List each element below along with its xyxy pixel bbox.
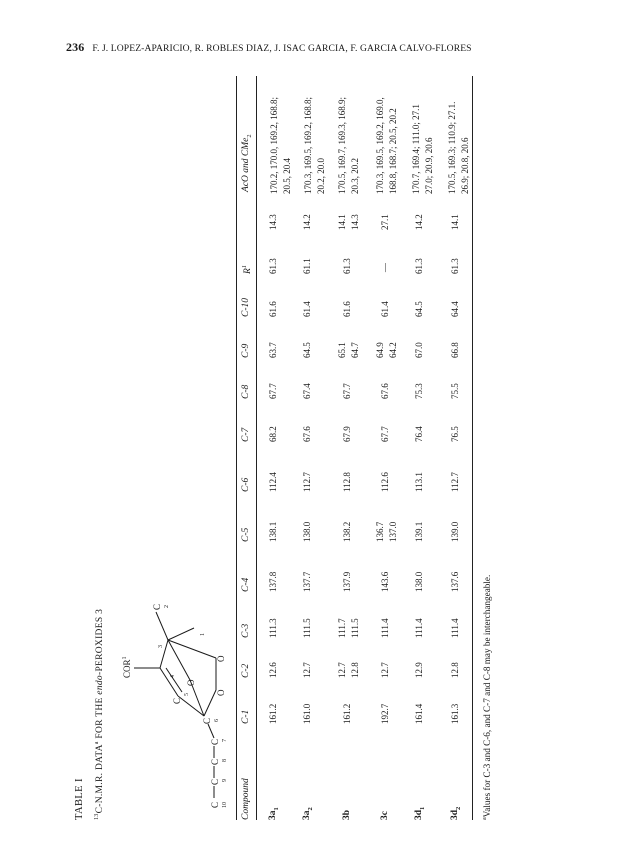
row-3a2-c1: 161.0 [302,703,312,724]
atom-c-methyl: C [152,603,162,610]
row-3c-compound: 3c [380,811,390,820]
row-3a2-c7: 67.6 [302,426,312,442]
row-3d1-r1a: 61.3 [414,258,424,274]
row-3b-c7: 67.9 [342,426,352,442]
header-c8: C-8 [241,384,251,399]
row-3d2-aco: 170.5, 169.3; 110.9; 27.1. 26.9; 20.8, 20.6 [447,101,470,194]
row-3a1-c9: 63.7 [268,342,278,358]
row-3a1-c10: 61.6 [268,301,278,317]
row-3c-c3: 111.4 [380,618,390,638]
row-3b-c3: 111.7 111.5 [337,618,360,638]
chemical-structure [104,568,226,808]
row-3b-c6: 112.8 [342,472,352,492]
row-3a1-compound: $3a_1$ [268,807,280,820]
row-3a1-c1: 161.2 [268,703,278,724]
row-3a2-c9: 64.5 [302,342,312,358]
header-c3: C-3 [241,623,251,638]
atom-num-8: 8 [222,759,228,762]
atom-o-peroxide-2: O [216,655,226,662]
row-3a2-c10: 61.4 [302,301,312,317]
header-c6: C-6 [241,477,251,492]
atom-c5: C [172,697,182,704]
row-3d1-c6: 113.1 [414,472,424,492]
row-3c-r1b: 27.1 [380,214,390,230]
row-3c-c1: 192.7 [380,703,390,724]
atom-num-1: 1 [200,633,206,636]
row-3d1-c8: 75.3 [414,383,424,399]
atom-num-4: 4 [170,675,176,678]
atom-num-2: 2 [164,605,170,608]
row-3d1-c3: 111.4 [414,618,424,638]
table-label: TABLE I [74,778,85,820]
row-3c-aco: 170.3, 169.5, 169.2, 169.0, 168.8, 168.7; 20.5, 20.2 [375,97,398,194]
row-3b-r1a: 61.3 [342,258,352,274]
row-3b-c10: 61.6 [342,301,352,317]
atom-num-5: 5 [184,693,190,696]
header-r1: $R^1$ [241,264,254,274]
row-3a1-c2: 12.6 [268,662,278,678]
row-3a2-compound: $3a_2$ [302,807,314,820]
row-3a2-r1a: 61.1 [302,258,312,274]
row-3d1-c10: 64.5 [414,301,424,317]
row-3c-c8: 67.6 [380,383,390,399]
row-3a2-c8: 67.4 [302,383,312,399]
atom-c7: C [210,738,220,745]
row-3a1-aco: 170.2, 170.0, 169.2, 168.8; 20.5, 20.4 [269,96,292,194]
row-3b-r1b: 14.1 14.3 [337,214,360,230]
rotated-table-region [70,76,510,820]
row-3d1-c9: 67.0 [414,342,424,358]
row-3b-c1: 161.2 [342,703,352,724]
header-c2: C-2 [241,663,251,678]
row-3d1-c5: 139.1 [414,521,424,542]
row-3c-c10: 61.4 [380,301,390,317]
row-3c-c7: 67.7 [380,426,390,442]
row-3c-c5: 136.7 137.0 [375,521,398,542]
atom-num-3: 3 [158,645,164,648]
atom-c10: C [210,801,220,808]
row-3a1-c4: 137.8 [268,571,278,592]
atom-c8: C [210,758,220,765]
page-number: 236 [66,40,85,54]
row-3a1-r1a: 61.3 [268,258,278,274]
row-3d1-aco: 170.7, 169.4; 111.0; 27.1 27.0; 20.9, 20.6 [411,104,434,194]
row-3c-c9: 64.9 64.2 [375,342,398,358]
row-3d2-c5: 139.0 [450,521,460,542]
row-3d1-c1: 161.4 [414,703,424,724]
row-3b-compound: 3b [342,809,352,820]
row-3d1-compound: $3d_1$ [414,806,426,820]
row-3d2-c8: 75.5 [450,383,460,399]
row-3d2-c2: 12.8 [450,662,460,678]
row-3a1-c5: 138.1 [268,521,278,542]
header-c4: C-4 [241,577,251,592]
atom-o-peroxide-1: O [216,689,226,696]
row-3b-aco: 170.5, 169.7, 169.3, 168.9; 20.3, 20.2 [337,96,360,194]
running-head-authors: F. J. LOPEZ-APARICIO, R. ROBLES DIAZ, J. ISAC GARCIA, F. GARCIA CALVO-FLORES [92,43,472,54]
row-3d1-r1b: 14.2 [414,214,424,230]
row-3b-c8: 67.7 [342,383,352,399]
running-head [66,40,586,56]
atom-o-bridge: O [186,679,196,686]
row-3c-r1a: — [380,263,390,272]
row-3d2-c4: 137.6 [450,571,460,592]
table-footnote: $^a$Values for C-3 and C-6, and C-7 and C-8 may be interchangeable. [482,574,493,820]
row-3d2-c3: 111.4 [450,618,460,638]
header-c1: C-1 [241,709,251,724]
row-3d2-c10: 64.4 [450,301,460,317]
header-compound: Compound [241,778,251,820]
header-aco-cme2: AcO and CMe$_2$ [241,134,253,192]
row-3d2-r1b: 14.1 [450,214,460,230]
row-3c-c4: 143.6 [380,571,390,592]
row-3a2-c2: 12.7 [302,662,312,678]
row-3a2-c5: 138.0 [302,521,312,542]
row-3b-c2: 12.7 12.8 [337,662,360,678]
row-3a2-c6: 112.7 [302,472,312,492]
row-3d2-c1: 161.3 [450,703,460,724]
row-3b-c9: 65.1 64.7 [337,342,360,358]
atom-num-9: 9 [222,779,228,782]
substituent-cor1: COR$^1$ [122,656,132,678]
atom-num-6: 6 [214,719,220,722]
row-3d1-c7: 76.4 [414,426,424,442]
atom-num-10: 10 [222,802,228,808]
atom-num-7: 7 [222,739,228,742]
header-c9: C-9 [241,343,251,358]
row-3d1-c2: 12.9 [414,662,424,678]
row-3c-c2: 12.7 [380,662,390,678]
row-3d2-c7: 76.5 [450,426,460,442]
row-3a1-c7: 68.2 [268,426,278,442]
row-3a2-c4: 137.7 [302,571,312,592]
row-3a1-c8: 67.7 [268,383,278,399]
row-3a1-r1b: 14.3 [268,214,278,230]
row-3d2-r1a: 61.3 [450,258,460,274]
row-3a1-c6: 112.4 [268,472,278,492]
row-3d1-c4: 138.0 [414,571,424,592]
row-3a2-aco: 170.3, 169.5, 169.2, 168.8; 20.2, 20.0 [303,96,326,194]
row-3d2-compound: $3d_2$ [450,806,462,820]
row-3d2-c6: 112.7 [450,472,460,492]
header-c5: C-5 [241,527,251,542]
header-c10: C-10 [241,298,251,317]
row-3a2-r1b: 14.2 [302,214,312,230]
header-c7: C-7 [241,427,251,442]
row-3b-c5: 138.2 [342,521,352,542]
header-top-rule [236,76,237,820]
row-3d2-c9: 66.8 [450,342,460,358]
row-3b-c4: 137.9 [342,571,352,592]
table-bottom-rule [472,76,473,820]
table-caption: $^{13}$C-N.M.R. DATA$^a$ FOR THE endo-PEROXIDES 3 [94,608,106,820]
row-3a1-c3: 111.3 [268,618,278,638]
row-3a2-c3: 111.5 [302,618,312,638]
atom-c6: C [202,717,212,724]
atom-c9: C [210,778,220,785]
header-bottom-rule [256,76,257,820]
row-3c-c6: 112.6 [380,472,390,492]
